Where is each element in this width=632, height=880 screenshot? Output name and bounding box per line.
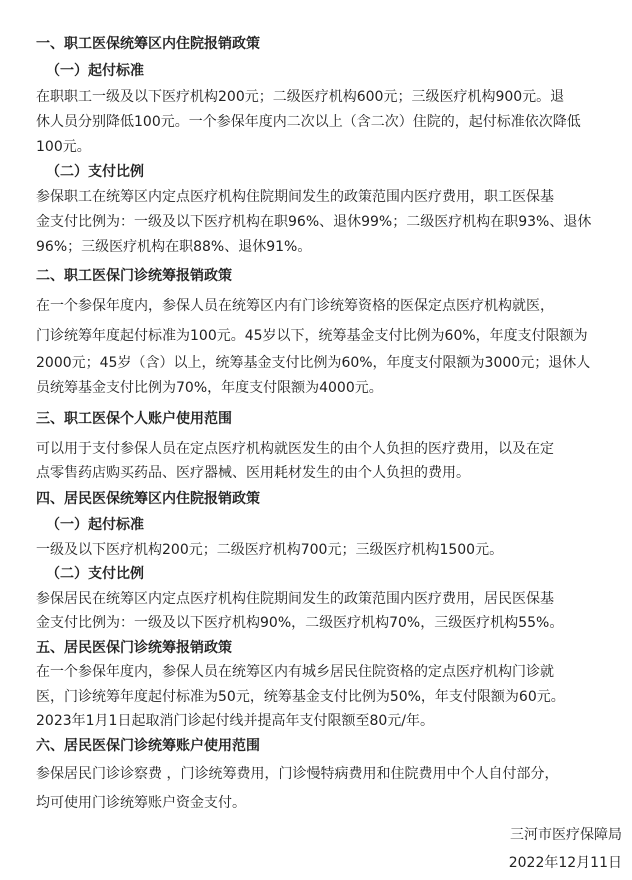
paragraph-line: 一级及以下医疗机构200元；二级医疗机构700元；三级医疗机构1500元。 — [36, 542, 504, 558]
section-heading-4: 四、居民医保统筹区内住院报销政策 — [36, 491, 260, 507]
paragraph-line: 2023年1月1日起取消门诊起付线并提高年支付限额至80元/年。 — [36, 713, 434, 729]
issue-date: 2022年12月11日 — [508, 855, 622, 871]
paragraph-line: 在职职工一级及以下医疗机构200元；二级医疗机构600元；三级医疗机构900元。退 — [36, 89, 565, 105]
issuer-name: 三河市医疗保障局 — [510, 827, 622, 843]
section-heading-6: 六、居民医保门诊统筹账户使用范围 — [36, 738, 260, 754]
subheading: （二）支付比例 — [46, 566, 144, 582]
subheading: （一）起付标准 — [46, 63, 144, 79]
paragraph-line: 均可使用门诊统筹账户资金支付。 — [36, 795, 246, 811]
paragraph-line: 门诊统筹年度起付标准为100元。45岁以下，统筹基金支付比例为60%，年度支付限额为 — [36, 328, 588, 344]
paragraph-line: 可以用于支付参保人员在定点医疗机构就医发生的由个人负担的医疗费用，以及在定 — [36, 441, 554, 457]
paragraph-line: 2000元；45岁（含）以上，统筹基金支付比例为60%，年度支付限额为3000元；退休人 — [36, 355, 591, 371]
paragraph-line: 休人员分别降低100元。一个参保年度内二次以上（含二次）住院的，起付标准依次降低 — [36, 114, 581, 130]
paragraph-line: 96%；三级医疗机构在职88%、退休91%。 — [36, 239, 312, 255]
paragraph-line: 点零售药店购买药品、医疗器械、医用耗材发生的由个人负担的费用。 — [36, 465, 470, 481]
paragraph-line: 员统筹基金支付比例为70%，年度支付限额为4000元。 — [36, 380, 383, 396]
paragraph-line: 参保居民在统筹区内定点医疗机构住院期间发生的政策范围内医疗费用，居民医保基 — [36, 591, 554, 607]
paragraph-line: 在一个参保年度内，参保人员在统筹区内有城乡居民住院资格的定点医疗机构门诊就 — [36, 664, 554, 680]
section-heading-1: 一、职工医保统筹区内住院报销政策 — [36, 36, 260, 52]
subheading: （二）支付比例 — [46, 164, 144, 180]
paragraph-line: 在一个参保年度内，参保人员在统筹区内有门诊统筹资格的医保定点医疗机构就医， — [36, 298, 554, 314]
section-heading-2: 二、职工医保门诊统筹报销政策 — [36, 268, 232, 284]
paragraph-line: 金支付比例为：一级及以下医疗机构90%，二级医疗机构70%，三级医疗机构55%。 — [36, 615, 564, 631]
paragraph-line: 100元。 — [36, 139, 91, 155]
paragraph-line: 医，门诊统筹年度起付标准为50元，统筹基金支付比例为50%，年支付限额为60元。 — [36, 689, 565, 705]
section-heading-5: 五、居民医保门诊统筹报销政策 — [36, 640, 232, 656]
paragraph-line: 金支付比例为：一级及以下医疗机构在职96%、退休99%；二级医疗机构在职93%、退休 — [36, 214, 592, 230]
paragraph-line: 参保居民门诊诊察费 ，门诊统筹费用，门诊慢特病费用和住院费用中个人自付部分， — [36, 766, 559, 782]
paragraph-line: 参保职工在统筹区内定点医疗机构住院期间发生的政策范围内医疗费用，职工医保基 — [36, 189, 554, 205]
subheading: （一）起付标准 — [46, 517, 144, 533]
section-heading-3: 三、职工医保个人账户使用范围 — [36, 411, 232, 427]
